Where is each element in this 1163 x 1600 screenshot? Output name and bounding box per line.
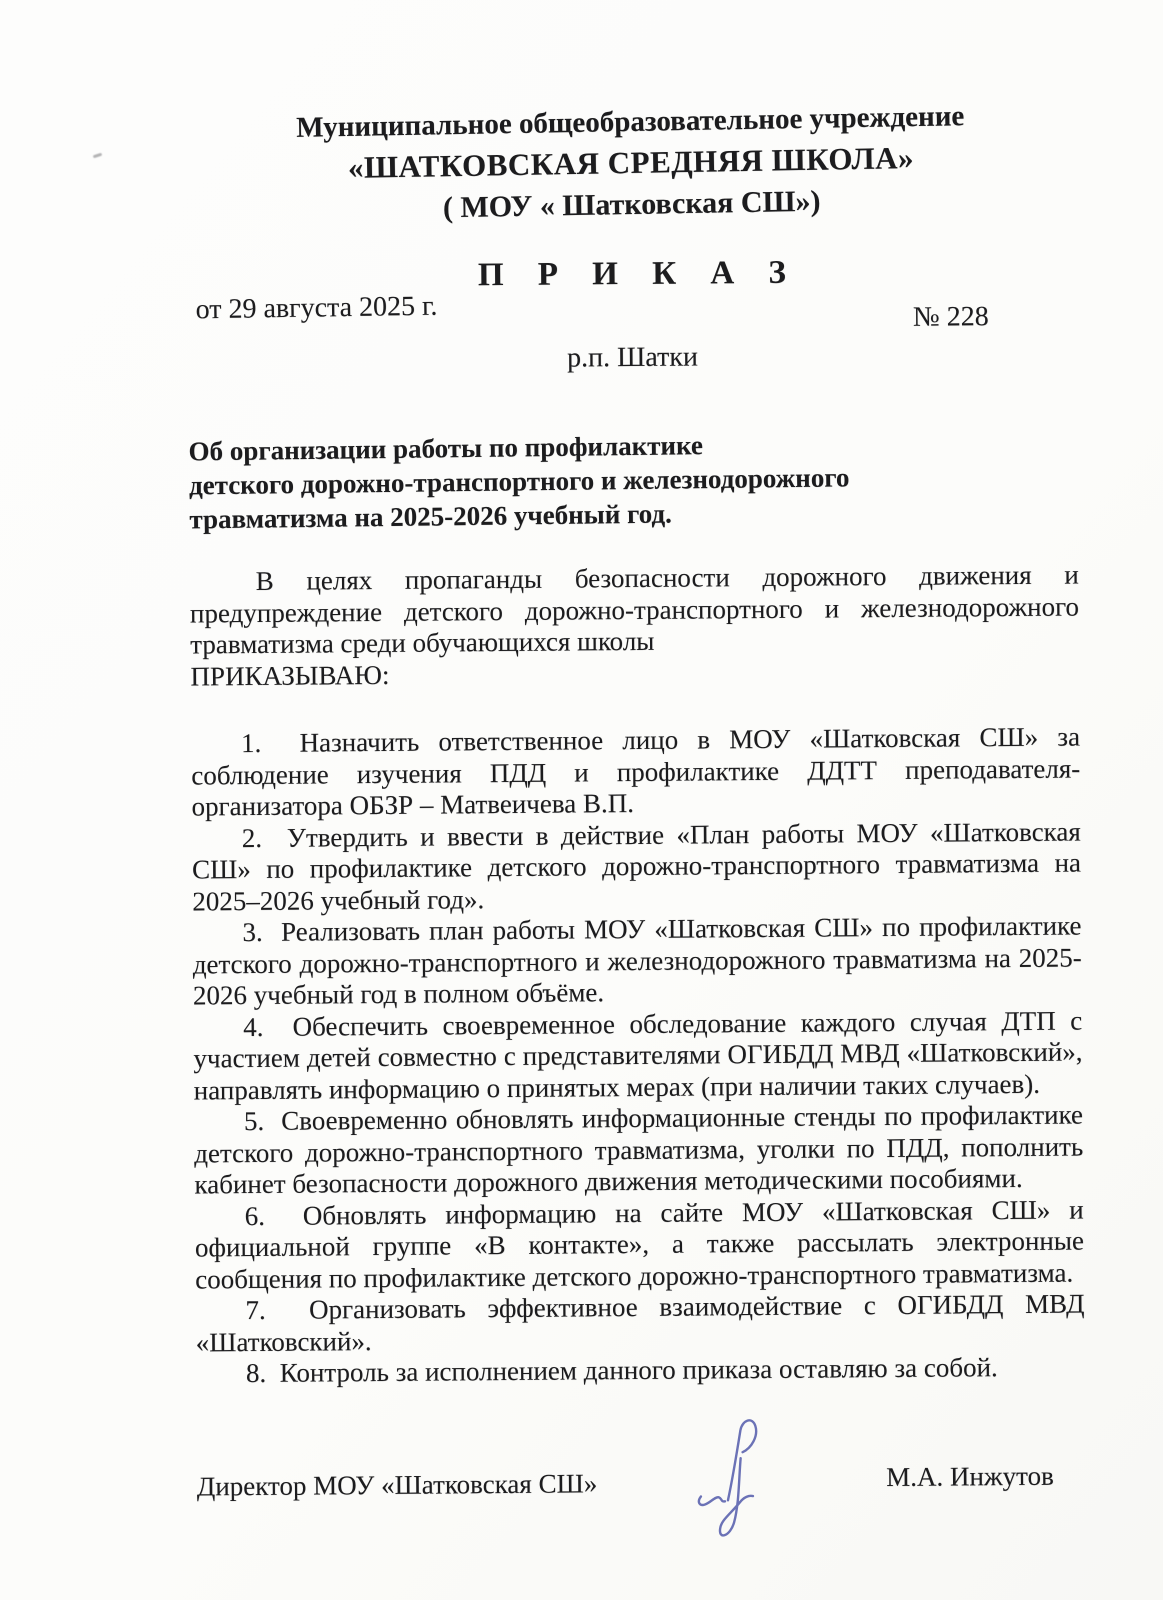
order-date: от 29 августа 2025 г.: [195, 290, 438, 326]
signature-block: [197, 1445, 1086, 1512]
organization-type: Муниципальное общеобразовательное учреждение: [295, 100, 965, 144]
order-number: № 228: [912, 301, 989, 333]
order-item-5: 5. Своевременно обновлять информационные стенды по профилактике детского дорожно-транспортного травматизма, уголки по ПДД, пополнить кабинет безопасности дорожного движения методическими пособиями.: [194, 1099, 1084, 1200]
handwritten-signature-icon: [694, 1409, 775, 1542]
order-subject: [188, 424, 1078, 537]
order-item-8: 8. Контроль за исполнением данного приказа оставляю за собой.: [245, 1352, 998, 1389]
order-item-1: 1. Назначить ответственное лицо в МОУ «Шатковская СШ» за соблюдение изучения ПДД и профилактике ДДТТ преподавателя-организатора ОБЗР – Матвеичева В.П.: [191, 721, 1081, 822]
order-intro-text: В целях пропаганды безопасности дорожного движения и предупреждение детского дорожно-транспортного и железнодорожного травматизма среди обучающихся школы: [189, 559, 1080, 660]
order-item-2: 2. Утвердить и ввести в действие «План работы МОУ «Шатковская СШ» по профилактике детского дорожно-транспортного травматизма на 2025–2026 учебный год».: [191, 815, 1082, 916]
order-item-4: 4. Обеспечить своевременное обследование каждого случая ДТП с участием детей совместно с представителями ОГИБДД МВД «Шатковский», направлять информацию о принятых мерах (при наличии таких случаев).: [193, 1004, 1083, 1105]
order-title: П Р И К А З: [477, 254, 799, 294]
order-subject-line2: детского дорожно-транспортного и железнодорожного: [188, 462, 850, 501]
order-item-6: 6. Обновлять информацию на сайте МОУ «Шатковская СШ» и официальной группе «В контакте», а также рассылать электронные сообщения по профилактике детского дорожно-транспортного травматизма.: [194, 1193, 1085, 1294]
order-item-7: 7. Организовать эффективное взаимодействие с ОГИБДД МВД «Шатковский».: [195, 1288, 1085, 1357]
order-item-3: 3. Реализовать план работы МОУ «Шатковская СШ» по профилактике детского дорожно-транспортного и железнодорожного травматизма на 2025-2026 учебный год в полном объёме.: [192, 910, 1082, 1011]
order-preamble: [190, 559, 1080, 692]
organization-header: [185, 96, 1076, 230]
signer-position: Директор МОУ «Шатковская СШ»: [196, 1467, 598, 1501]
order-decree-word: ПРИКАЗЫВАЮ:: [190, 659, 390, 691]
order-items-list: [191, 721, 1085, 1389]
signer-name: М.А. Инжутов: [886, 1460, 1054, 1492]
order-meta-row: [187, 286, 1076, 343]
organization-name: «ШАТКОВСКАЯ СРЕДНЯЯ ШКОЛА»: [347, 140, 915, 185]
scan-artifact-mark: [93, 153, 102, 159]
order-subject-line3: травматизма на 2025-2026 учебный год.: [189, 498, 672, 535]
order-subject-line1: Об организации работы по профилактике: [188, 430, 704, 467]
document-content: [186, 101, 1086, 1512]
organization-short-name: ( МОУ « Шатковская СШ»): [442, 184, 821, 225]
order-place: р.п. Шатки: [566, 341, 698, 374]
